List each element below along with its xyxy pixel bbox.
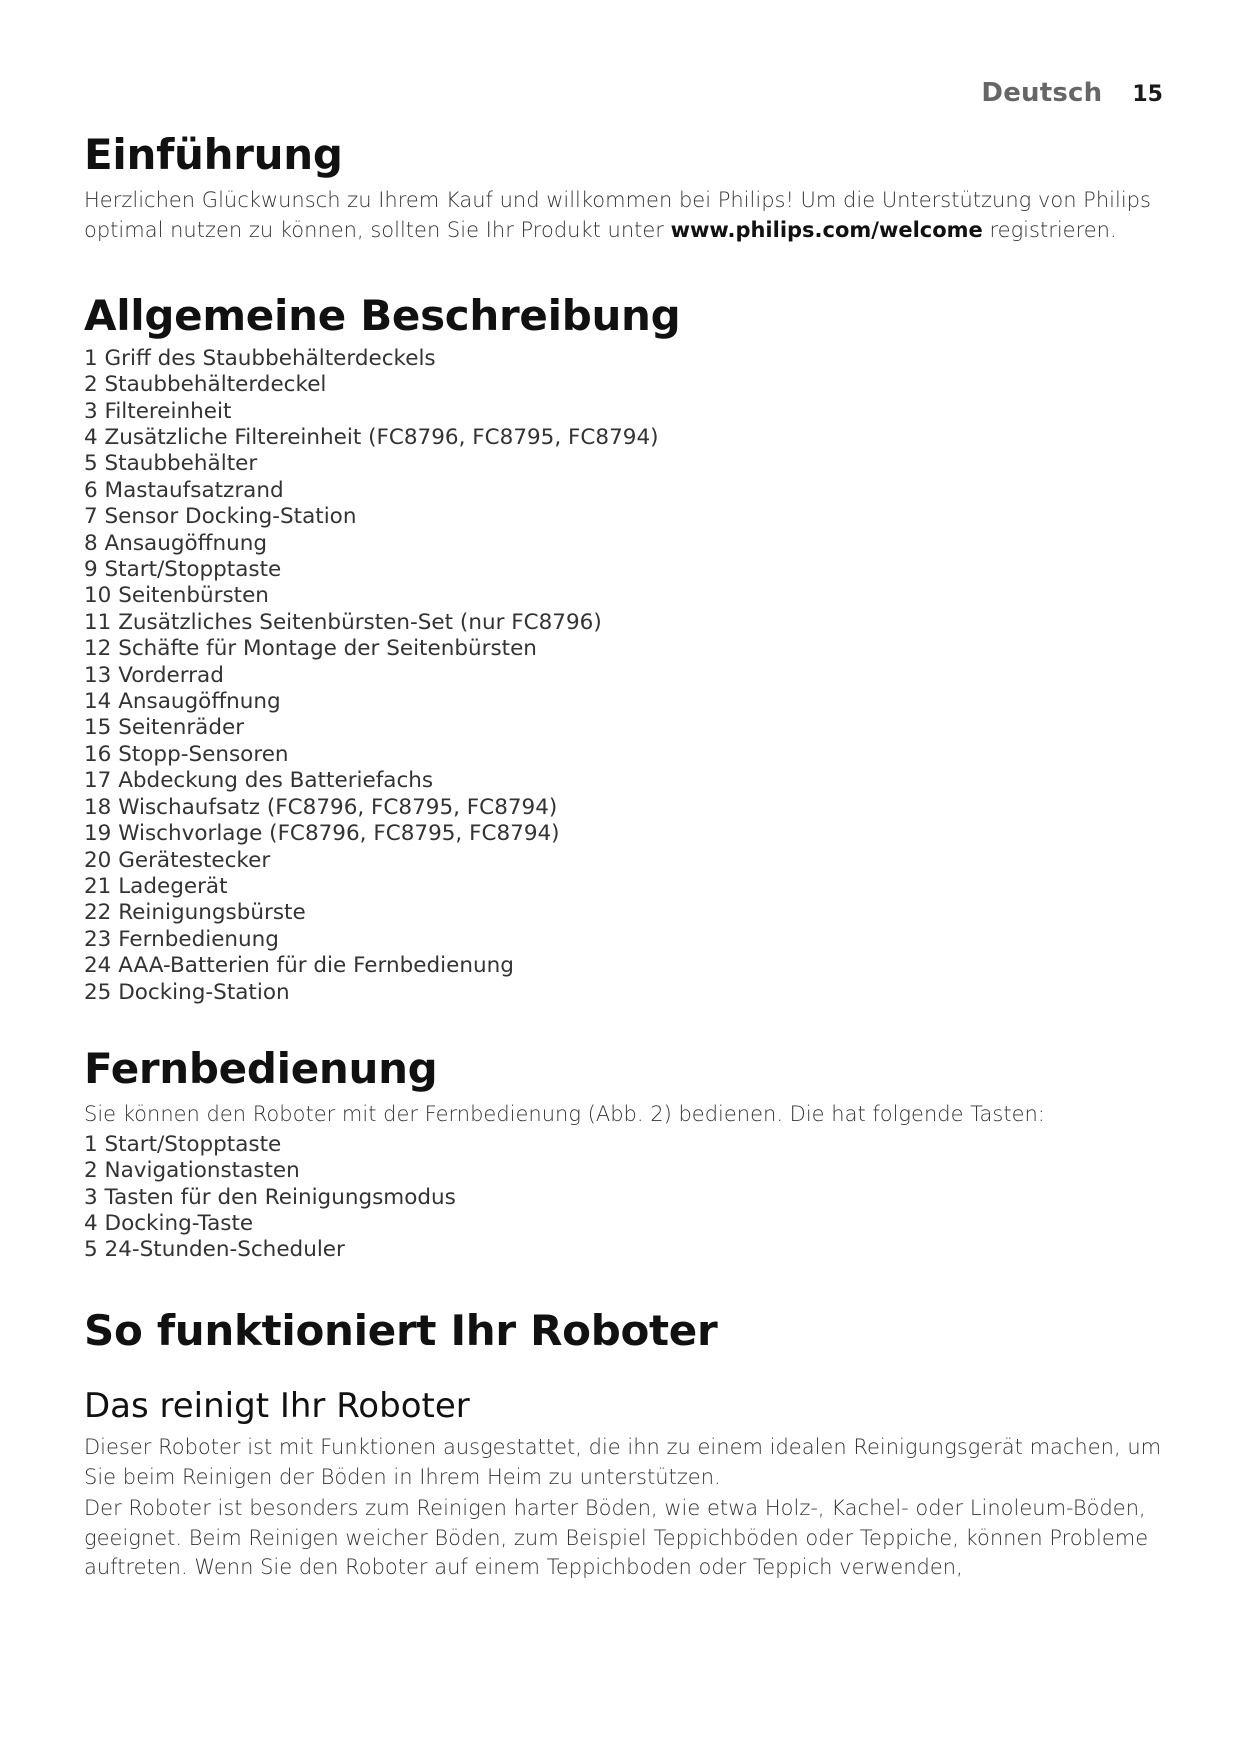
intro-text-end: registrieren. [982, 217, 1117, 242]
section-title-remote-control: Fernbedienung [84, 1043, 438, 1093]
language-label: Deutsch [981, 78, 1103, 108]
list-item: 2 Navigationstasten [84, 1158, 300, 1184]
list-item: 1 Griff des Staubbehälterdeckels [84, 345, 436, 371]
section-title-introduction: Einführung [84, 130, 343, 179]
list-item: 19 Wischvorlage (FC8796, FC8795, FC8794) [84, 821, 560, 847]
list-item: 1 Start/Stopptaste [84, 1131, 282, 1157]
list-item: 25 Docking-Station [84, 979, 290, 1005]
section-remote-control [84, 1044, 1169, 1264]
list-item: 22 Reinigungsbürste [84, 900, 306, 926]
remote-intro-paragraph: Sie können den Roboter mit der Fernbedienung (Abb. 2) bedienen. Die hat folgende Tasten: [84, 1102, 1045, 1127]
list-item: 18 Wischaufsatz (FC8796, FC8795, FC8794) [84, 794, 558, 820]
list-item: 20 Gerätestecker [84, 847, 271, 873]
parts-list [84, 346, 1169, 1006]
list-item: 4 Zusätzliche Filtereinheit (FC8796, FC8795, FC8794) [84, 425, 659, 450]
page-header [981, 78, 1163, 108]
list-item: 5 Staubbehälter [84, 451, 258, 477]
list-item: 2 Staubbehälterdeckel [84, 372, 327, 398]
list-item: 3 Filtereinheit [84, 398, 232, 424]
list-item: 12 Schäfte für Montage der Seitenbürsten [84, 636, 537, 662]
subsection-what-it-cleans [84, 1386, 1169, 1582]
list-item: 23 Fernbedienung [84, 926, 279, 952]
page-number: 15 [1132, 82, 1163, 107]
list-item: 7 Sensor Docking-Station [84, 504, 357, 530]
list-item: 14 Ansaugöffnung [84, 689, 281, 715]
intro-paragraph [84, 186, 1169, 245]
section-introduction [84, 130, 1169, 245]
section-general-description [84, 291, 1169, 1006]
list-item: 9 Start/Stopptaste [84, 557, 282, 583]
section-title-how-it-works: So funktioniert Ihr Roboter [84, 1305, 718, 1355]
welcome-link: www.philips.com/welcome [670, 217, 983, 242]
list-item: 4 Docking-Taste [84, 1211, 254, 1237]
cleans-paragraph-1: Dieser Roboter ist mit Funktionen ausgestattet, die ihn zu einem idealen Reinigungsgerät machen, um Sie beim Reinigen der Böden in Ihrem Heim zu unterstützen. [84, 1435, 1162, 1489]
document-body [84, 130, 1169, 1583]
intro-text-start: Herzlichen Glückwunsch zu Ihrem Kauf und willkommen bei Philips! Um die Unterstützung von Philips optimal nutzen zu können, sollten Sie Ihr Produkt unter [84, 188, 1151, 242]
list-item: 13 Vorderrad [84, 662, 224, 688]
list-item: 17 Abdeckung des Batteriefachs [84, 768, 434, 794]
list-item: 10 Seitenbürsten [84, 583, 269, 609]
list-item: 6 Mastaufsatzrand [84, 477, 284, 503]
list-item: 11 Zusätzliches Seitenbürsten-Set (nur FC8796) [84, 609, 602, 635]
remote-buttons-list [84, 1132, 1169, 1264]
list-item: 15 Seitenräder [84, 715, 245, 741]
list-item: 5 24-Stunden-Scheduler [84, 1237, 345, 1263]
list-item: 3 Tasten für den Reinigungsmodus [84, 1184, 456, 1210]
list-item: 24 AAA-Batterien für die Fernbedienung [84, 953, 514, 979]
list-item: 21 Ladegerät [84, 873, 228, 899]
cleans-paragraph-2: Der Roboter ist besonders zum Reinigen harter Böden, wie etwa Holz-, Kachel- oder Linoleum-Böden, geeignet. Beim Reinigen weicher Böden, zum Beispiel Teppichböden oder Teppiche, können Probleme auftreten. Wenn Sie den Roboter auf einem Teppichboden oder Teppich verwenden, [84, 1496, 1149, 1580]
subsection-title-what-it-cleans: Das reinigt Ihr Roboter [84, 1386, 470, 1427]
list-item: 16 Stopp-Sensoren [84, 741, 289, 767]
section-how-it-works [84, 1306, 1169, 1583]
list-item: 8 Ansaugöffnung [84, 530, 267, 556]
section-title-general-description: Allgemeine Beschreibung [84, 291, 681, 341]
